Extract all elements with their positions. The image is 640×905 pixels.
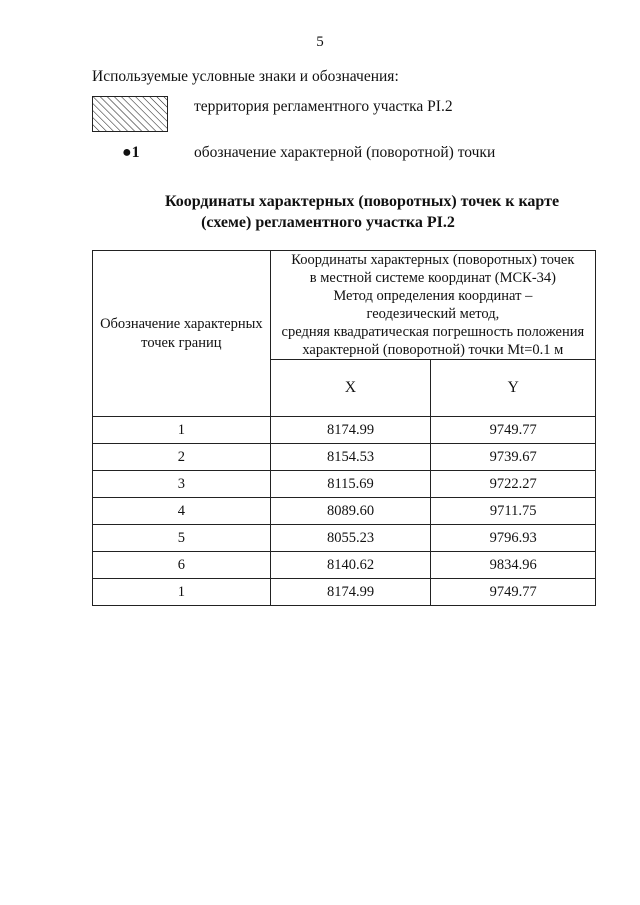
legend-heading: Используемые условные знаки и обозначения:: [92, 68, 399, 85]
legend-item-territory: [92, 96, 453, 132]
cell-y: 9796.93: [431, 525, 596, 552]
page-number: 5: [316, 34, 324, 50]
cell-point: 3: [93, 471, 271, 498]
cell-point: 1: [93, 417, 271, 444]
table-title: [0, 191, 640, 233]
header-coords-line: Координаты характерных (поворотных) точек: [291, 252, 575, 268]
header-point-designation: Обозначение характерных точек границ: [93, 251, 271, 417]
table-header-row: [93, 251, 596, 360]
header-coords-line: в местной системе координат (МСК-34): [309, 270, 556, 286]
header-y: Y: [431, 360, 596, 417]
header-coordinates: [270, 251, 595, 360]
cell-y: 9749.77: [431, 579, 596, 606]
header-x: X: [270, 360, 431, 417]
table-row: [93, 579, 596, 606]
cell-y: 9834.96: [431, 552, 596, 579]
legend-label-territory: территория регламентного участка PI.2: [194, 98, 453, 115]
cell-x: 8089.60: [270, 498, 431, 525]
cell-point: 4: [93, 498, 271, 525]
legend-label-point: обозначение характерной (поворотной) точки: [194, 144, 496, 161]
table-row: [93, 498, 596, 525]
table-title-line-1: Координаты характерных (поворотных) точек к карте: [164, 193, 560, 210]
cell-x: 8174.99: [270, 417, 431, 444]
cell-x: 8140.62: [270, 552, 431, 579]
cell-x: 8174.99: [270, 579, 431, 606]
cell-point: 5: [93, 525, 271, 552]
table-row: [93, 525, 596, 552]
cell-y: 9711.75: [431, 498, 596, 525]
cell-point: 2: [93, 444, 271, 471]
header-coords-line: средняя квадратическая погрешность положения: [281, 324, 585, 340]
cell-x: 8154.53: [270, 444, 431, 471]
header-coords-line: Метод определения координат –: [333, 288, 533, 304]
table-row: [93, 471, 596, 498]
table-row: [93, 444, 596, 471]
table-row: [93, 417, 596, 444]
point-icon: ●1: [122, 144, 140, 161]
cell-x: 8055.23: [270, 525, 431, 552]
coordinates-table: [92, 250, 596, 606]
table-row: [93, 552, 596, 579]
cell-x: 8115.69: [270, 471, 431, 498]
cell-point: 1: [93, 579, 271, 606]
table-title-line-2: (схеме) регламентного участка PI.2: [201, 214, 455, 231]
cell-y: 9722.27: [431, 471, 596, 498]
cell-point: 6: [93, 552, 271, 579]
hatch-icon: [92, 96, 168, 132]
cell-y: 9739.67: [431, 444, 596, 471]
header-coords-line: геодезический метод,: [366, 306, 500, 322]
cell-y: 9749.77: [431, 417, 596, 444]
header-coords-line: характерной (поворотной) точки Mt=0.1 м: [302, 342, 564, 358]
